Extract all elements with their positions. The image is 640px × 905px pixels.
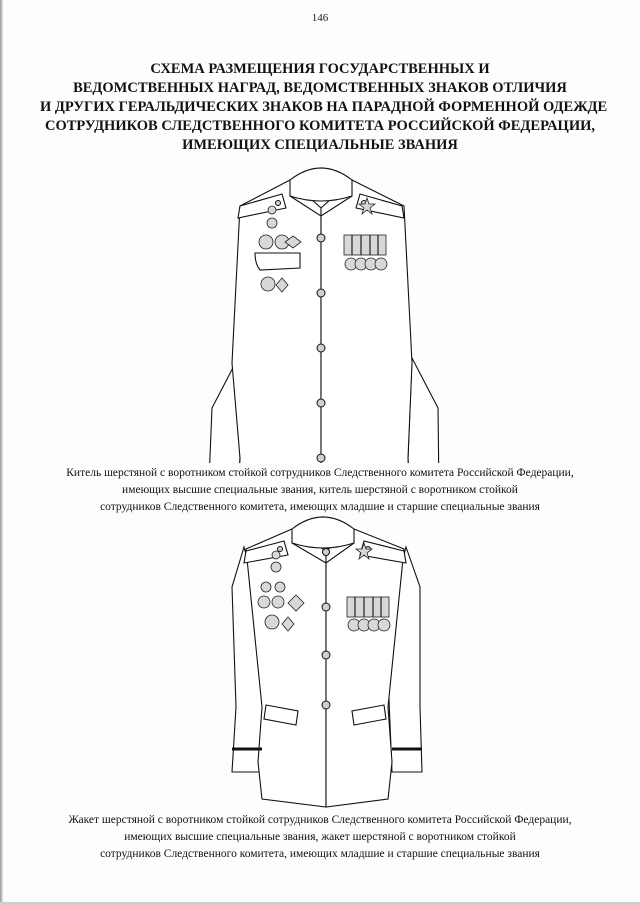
medal-ribbons — [347, 597, 389, 617]
badge-icon — [272, 551, 280, 559]
caption-line: сотрудников Следственного комитета, имеющих младшие и старшие специальные звания — [100, 848, 540, 860]
qualification-badge-icon — [265, 615, 279, 629]
badge-icon — [268, 206, 276, 214]
order-icon — [272, 596, 284, 608]
left-pocket-flap — [255, 253, 300, 270]
tunic-button — [317, 289, 325, 297]
jacket-caption — [20, 812, 620, 863]
jacket-button — [322, 651, 330, 659]
tunic-body-right — [321, 180, 414, 463]
caption-line: Китель шерстяной с воротником стойкой сотрудников Следственного комитета Российской Федерации, — [66, 467, 574, 479]
stand-collar — [292, 517, 354, 548]
order-icon — [259, 235, 273, 249]
title-line: СОТРУДНИКОВ СЛЕДСТВЕННОГО КОМИТЕТА РОССИЙСКОЙ ФЕДЕРАЦИИ, — [44, 118, 596, 134]
badge-icon — [271, 562, 281, 572]
jacket-button — [323, 549, 330, 556]
tunic-button — [317, 344, 325, 352]
tunic-button — [317, 399, 325, 407]
caption-line: имеющих высшие специальные звания, жакет шерстяной с воротником стойкой — [124, 831, 516, 843]
right-sleeve — [408, 358, 440, 463]
medal-icon — [375, 258, 387, 270]
tunic-button — [317, 234, 325, 242]
caption-line: имеющих высшие специальные звания, китель шерстяной с воротником стойкой — [122, 484, 518, 496]
title-line: ВЕДОМСТВЕННЫХ НАГРАД, ВЕДОМСТВЕННЫХ ЗНАКОВ ОТЛИЧИЯ — [73, 80, 567, 96]
shoulder-button — [278, 547, 283, 552]
title-line: И ДРУГИХ ГЕРАЛЬДИЧЕСКИХ ЗНАКОВ НА ПАРАДНОЙ ФОРМЕННОЙ ОДЕЖДЕ — [40, 99, 608, 115]
document-title — [40, 60, 608, 155]
shoulder-button — [276, 201, 281, 206]
medal-icon — [378, 619, 390, 631]
caption-line: сотрудников Следственного комитета, имеющих младшие и старшие специальные звания — [100, 501, 540, 513]
caption-line: Жакет шерстяной с воротником стойкой сотрудников Следственного комитета Российской Федерации, — [68, 814, 572, 826]
order-icon — [275, 582, 285, 592]
medal-ribbons — [344, 235, 386, 255]
jacket-body-left — [246, 529, 326, 807]
page-number: 146 — [311, 12, 329, 24]
jacket-button — [322, 701, 330, 709]
order-icon — [261, 582, 271, 592]
title-line: ИМЕЮЩИХ СПЕЦИАЛЬНЫЕ ЗВАНИЯ — [182, 137, 458, 153]
order-icon — [258, 596, 270, 608]
stand-collar — [290, 168, 352, 201]
tunic-illustration — [0, 158, 640, 463]
qualification-badge-icon — [261, 277, 275, 291]
jacket-illustration — [0, 507, 640, 812]
tunic-button — [317, 454, 325, 462]
jacket-button — [322, 603, 330, 611]
title-line: СХЕМА РАЗМЕЩЕНИЯ ГОСУДАРСТВЕННЫХ И — [150, 61, 490, 77]
badge-icon — [267, 218, 277, 228]
